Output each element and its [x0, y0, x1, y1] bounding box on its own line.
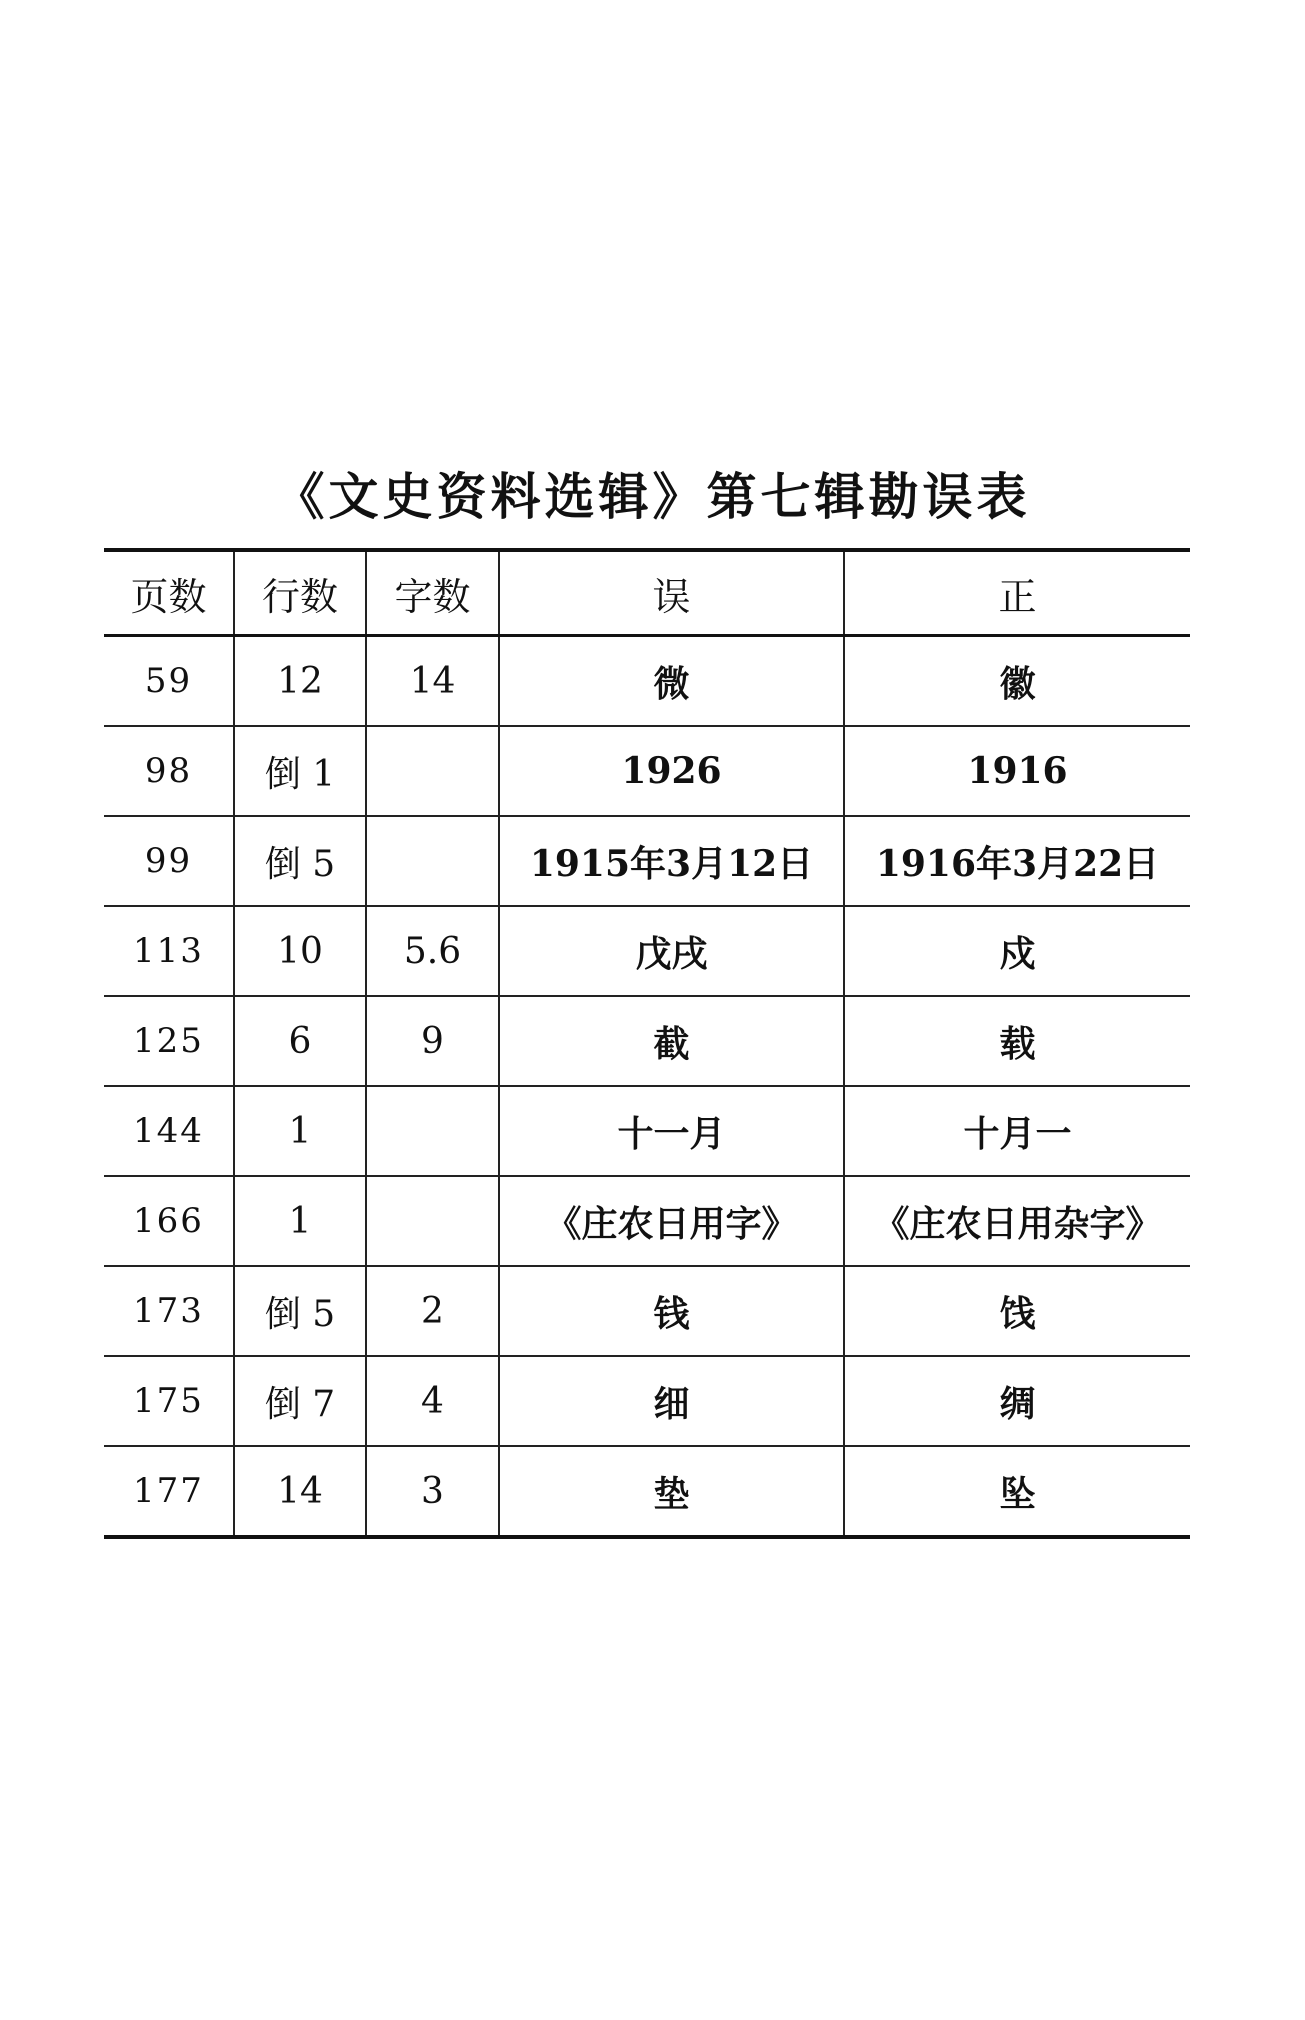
cell-correct: 饯 [844, 1266, 1190, 1356]
cell-line: 1 [234, 1176, 366, 1266]
cell-char [366, 1176, 499, 1266]
header-row [104, 550, 1190, 636]
cell-correct: 《庄农日用杂字》 [844, 1176, 1190, 1266]
cell-wrong: 1915年3月12日 [499, 816, 844, 906]
column-header-line: 行数 [234, 550, 366, 636]
table-row [104, 1356, 1190, 1446]
cell-char: 4 [366, 1356, 499, 1446]
cell-wrong: 微 [499, 636, 844, 727]
cell-line: 14 [234, 1446, 366, 1537]
cell-wrong: 十一月 [499, 1086, 844, 1176]
cell-wrong: 戊戌 [499, 906, 844, 996]
cell-wrong: 细 [499, 1356, 844, 1446]
cell-page: 59 [104, 636, 234, 727]
cell-char: 3 [366, 1446, 499, 1537]
cell-char: 9 [366, 996, 499, 1086]
cell-correct: 1916年3月22日 [844, 816, 1190, 906]
table-row [104, 1446, 1190, 1537]
column-header-correct: 正 [844, 550, 1190, 636]
cell-wrong: 1926 [499, 726, 844, 816]
page-title: 《文史资料选辑》第七辑勘误表 [274, 467, 1031, 526]
cell-correct: 载 [844, 996, 1190, 1086]
cell-page: 166 [104, 1176, 234, 1266]
cell-line: 倒 5 [234, 816, 366, 906]
table-row [104, 1086, 1190, 1176]
cell-char [366, 1086, 499, 1176]
cell-line: 倒 1 [234, 726, 366, 816]
cell-line: 12 [234, 636, 366, 727]
table-row [104, 1176, 1190, 1266]
cell-line: 1 [234, 1086, 366, 1176]
cell-correct: 十月一 [844, 1086, 1190, 1176]
cell-char: 14 [366, 636, 499, 727]
cell-page: 98 [104, 726, 234, 816]
cell-page: 173 [104, 1266, 234, 1356]
cell-char [366, 726, 499, 816]
cell-page: 144 [104, 1086, 234, 1176]
cell-correct: 徽 [844, 636, 1190, 727]
cell-page: 99 [104, 816, 234, 906]
cell-page: 113 [104, 906, 234, 996]
cell-char: 5.6 [366, 906, 499, 996]
cell-correct: 坠 [844, 1446, 1190, 1537]
cell-page: 125 [104, 996, 234, 1086]
column-header-char: 字数 [366, 550, 499, 636]
table-row [104, 1266, 1190, 1356]
cell-line: 10 [234, 906, 366, 996]
cell-wrong: 截 [499, 996, 844, 1086]
cell-line: 6 [234, 996, 366, 1086]
cell-page: 177 [133, 1471, 204, 1511]
table-row [104, 726, 1190, 816]
cell-wrong: 垫 [499, 1446, 844, 1537]
cell-line: 倒 7 [234, 1356, 366, 1446]
cell-correct: 戍 [844, 906, 1190, 996]
cell-wrong: 钱 [499, 1266, 844, 1356]
cell-correct: 绸 [844, 1356, 1190, 1446]
table-row [104, 906, 1190, 996]
column-header-page: 页数 [104, 550, 234, 636]
table-row [104, 816, 1190, 906]
errata-table [104, 548, 1190, 1539]
column-header-wrong: 误 [499, 550, 844, 636]
cell-correct: 1916 [844, 726, 1190, 816]
cell-page: 175 [104, 1356, 234, 1446]
cell-wrong: 《庄农日用字》 [499, 1176, 844, 1266]
table-row [104, 996, 1190, 1086]
cell-char: 2 [366, 1266, 499, 1356]
cell-char [366, 816, 499, 906]
cell-line: 倒 5 [234, 1266, 366, 1356]
table-row [104, 636, 1190, 727]
